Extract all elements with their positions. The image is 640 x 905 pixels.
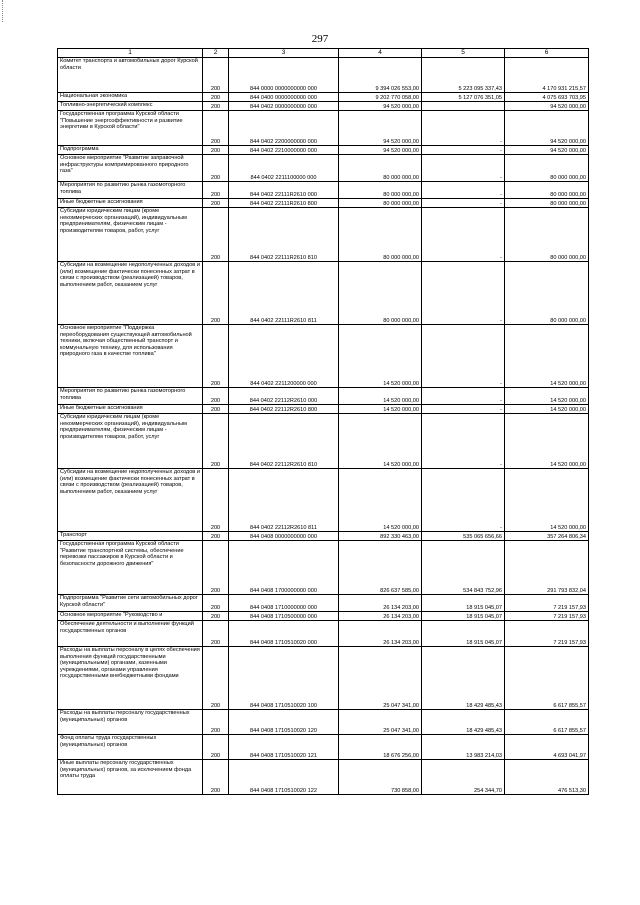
row-approved-amount-cell: 25 047 341,00 xyxy=(339,647,422,710)
row-approved-amount-cell: 25 047 341,00 xyxy=(339,710,422,735)
table-row xyxy=(58,612,589,621)
row-unexecuted-amount-cell: 4 075 693 703,95 xyxy=(505,93,589,102)
row-line-code-cell: 200 xyxy=(203,532,229,541)
row-classification-code-cell: 844 0408 1710510020 122 xyxy=(229,760,339,795)
row-unexecuted-amount-cell: 94 520 000,00 xyxy=(505,111,589,146)
row-classification-code-cell: 844 0402 22112R2610 800 xyxy=(229,405,339,414)
row-classification-code-cell: 844 0408 1710510020 000 xyxy=(229,621,339,647)
row-line-code-cell: 200 xyxy=(203,111,229,146)
table-row xyxy=(58,621,589,647)
row-executed-amount-cell: - xyxy=(422,405,505,414)
row-executed-amount-cell: 18 915 045,07 xyxy=(422,621,505,647)
row-executed-amount-cell: 13 983 214,03 xyxy=(422,735,505,760)
row-approved-amount-cell: 94 520 000,00 xyxy=(339,146,422,155)
row-executed-amount-cell xyxy=(422,102,505,111)
column-header-2: 2 xyxy=(203,49,229,58)
row-executed-amount-cell: - xyxy=(422,325,505,388)
row-executed-amount-cell: 5 127 076 351,05 xyxy=(422,93,505,102)
row-line-code-cell: 200 xyxy=(203,612,229,621)
row-line-code-cell: 200 xyxy=(203,182,229,199)
table-header-row xyxy=(58,49,589,58)
row-unexecuted-amount-cell: 14 520 000,00 xyxy=(505,325,589,388)
row-name-cell: Субсидии на возмещение недополученных доходов и (или) возмещение фактически понесенных затрат в связи с производством (реализацией) товаров, выполнением работ, оказанием услуг xyxy=(58,262,203,325)
row-approved-amount-cell: 892 330 463,00 xyxy=(339,532,422,541)
row-approved-amount-cell: 826 637 585,00 xyxy=(339,541,422,595)
page-number: 297 xyxy=(311,33,329,45)
row-approved-amount-cell: 9 202 770 058,00 xyxy=(339,93,422,102)
row-executed-amount-cell: 18 429 485,43 xyxy=(422,710,505,735)
row-line-code-cell: 200 xyxy=(203,325,229,388)
row-classification-code-cell: 844 0402 2210000000 000 xyxy=(229,146,339,155)
row-approved-amount-cell: 14 520 000,00 xyxy=(339,388,422,405)
row-approved-amount-cell: 80 000 000,00 xyxy=(339,208,422,262)
row-executed-amount-cell: - xyxy=(422,182,505,199)
row-line-code-cell: 200 xyxy=(203,760,229,795)
table-row xyxy=(58,102,589,111)
table-row xyxy=(58,58,589,93)
row-line-code-cell: 200 xyxy=(203,405,229,414)
row-classification-code-cell: 844 0408 1710500000 000 xyxy=(229,612,339,621)
row-name-cell: Иные бюджетные ассигнования xyxy=(58,405,203,414)
row-unexecuted-amount-cell: 7 219 157,93 xyxy=(505,621,589,647)
row-executed-amount-cell: - xyxy=(422,469,505,532)
row-approved-amount-cell: 18 676 256,00 xyxy=(339,735,422,760)
row-line-code-cell: 200 xyxy=(203,262,229,325)
row-classification-code-cell: 844 0400 0000000000 000 xyxy=(229,93,339,102)
row-executed-amount-cell: - xyxy=(422,414,505,469)
table-row xyxy=(58,532,589,541)
row-classification-code-cell: 844 0408 1710510020 121 xyxy=(229,735,339,760)
row-approved-amount-cell: 14 520 000,00 xyxy=(339,414,422,469)
table-row xyxy=(58,595,589,612)
table-row xyxy=(58,208,589,262)
margin-mark xyxy=(2,0,5,22)
row-name-cell: Подпрограмма xyxy=(58,146,203,155)
row-classification-code-cell: 844 0402 22112R2610 811 xyxy=(229,469,339,532)
row-unexecuted-amount-cell: 94 520 000,00 xyxy=(505,146,589,155)
row-approved-amount-cell: 94 520 000,00 xyxy=(339,111,422,146)
table-row xyxy=(58,710,589,735)
row-approved-amount-cell: 80 000 000,00 xyxy=(339,155,422,182)
row-name-cell: Фонд оплаты труда государственных (муниципальных) органов xyxy=(58,735,203,760)
row-classification-code-cell: 844 0402 22111R2610 800 xyxy=(229,199,339,208)
row-executed-amount-cell: - xyxy=(422,208,505,262)
row-name-cell: Субсидии на возмещение недополученных доходов и (или) возмещение фактически понесенных затрат в связи с производством (реализацией) товаров, выполнением работ, оказанием услуг xyxy=(58,469,203,532)
row-classification-code-cell: 844 0402 22111R2610 810 xyxy=(229,208,339,262)
row-classification-code-cell: 844 0402 22112R2610 810 xyxy=(229,414,339,469)
row-approved-amount-cell: 730 858,00 xyxy=(339,760,422,795)
row-name-cell: Комитет транспорта и автомобильных дорог Курской области xyxy=(58,58,203,93)
row-unexecuted-amount-cell: 4 693 041,97 xyxy=(505,735,589,760)
row-name-cell: Иные выплаты персоналу государственных (муниципальных) органов, за исключением фонда оплаты труда xyxy=(58,760,203,795)
column-header-4: 4 xyxy=(339,49,422,58)
row-unexecuted-amount-cell: 14 520 000,00 xyxy=(505,469,589,532)
row-classification-code-cell: 844 0408 1700000000 000 xyxy=(229,541,339,595)
table-row xyxy=(58,388,589,405)
row-executed-amount-cell: - xyxy=(422,146,505,155)
row-classification-code-cell: 844 0408 1710510020 120 xyxy=(229,710,339,735)
table-row xyxy=(58,111,589,146)
row-executed-amount-cell: - xyxy=(422,111,505,146)
row-approved-amount-cell: 94 520 000,00 xyxy=(339,102,422,111)
table-row xyxy=(58,199,589,208)
row-executed-amount-cell: - xyxy=(422,262,505,325)
row-line-code-cell: 200 xyxy=(203,102,229,111)
row-name-cell: Основное мероприятие "Развитие заправочной инфраструктуры компримированного природного газа" xyxy=(58,155,203,182)
row-classification-code-cell: 844 0000 0000000000 000 xyxy=(229,58,339,93)
row-name-cell: Мероприятия по развитию рынка газомоторного топлива xyxy=(58,182,203,199)
row-name-cell: Подпрограмма "Развитие сети автомобильных дорог Курской области" xyxy=(58,595,203,612)
row-classification-code-cell: 844 0408 1710000000 000 xyxy=(229,595,339,612)
row-classification-code-cell: 844 0402 22111R2610 000 xyxy=(229,182,339,199)
row-unexecuted-amount-cell: 7 219 157,93 xyxy=(505,595,589,612)
row-executed-amount-cell: 5 223 095 337,43 xyxy=(422,58,505,93)
row-line-code-cell: 200 xyxy=(203,595,229,612)
row-approved-amount-cell: 80 000 000,00 xyxy=(339,199,422,208)
row-name-cell: Транспорт xyxy=(58,532,203,541)
row-line-code-cell: 200 xyxy=(203,58,229,93)
table-row xyxy=(58,760,589,795)
row-line-code-cell: 200 xyxy=(203,710,229,735)
row-unexecuted-amount-cell: 476 513,30 xyxy=(505,760,589,795)
row-name-cell: Топливно-энергетический комплекс xyxy=(58,102,203,111)
row-unexecuted-amount-cell: 14 520 000,00 xyxy=(505,388,589,405)
table-row xyxy=(58,93,589,102)
table-row xyxy=(58,541,589,595)
row-executed-amount-cell: 534 843 752,96 xyxy=(422,541,505,595)
row-executed-amount-cell: - xyxy=(422,199,505,208)
row-classification-code-cell: 844 0402 2200000000 000 xyxy=(229,111,339,146)
row-approved-amount-cell: 26 134 203,00 xyxy=(339,595,422,612)
row-name-cell: Государственная программа Курской области "Повышение энергоэффективности и развитие энергетики в Курской области" xyxy=(58,111,203,146)
row-approved-amount-cell: 26 134 203,00 xyxy=(339,612,422,621)
row-classification-code-cell: 844 0402 22112R2610 000 xyxy=(229,388,339,405)
table-row xyxy=(58,155,589,182)
row-line-code-cell: 200 xyxy=(203,541,229,595)
row-name-cell: Основное мероприятие "Поддержка переоборудования существующей автомобильной техники, включая общественный транспорт и коммунальную технику, для использования природного газа в качестве топлива" xyxy=(58,325,203,388)
table-row xyxy=(58,469,589,532)
row-name-cell: Субсидии юридическим лицам (кроме некоммерческих организаций), индивидуальным предпринимателям, физическим лицам - производителям товаров, работ, услуг xyxy=(58,208,203,262)
row-unexecuted-amount-cell: 357 264 806,34 xyxy=(505,532,589,541)
row-line-code-cell: 200 xyxy=(203,414,229,469)
row-classification-code-cell: 844 0402 2211100000 000 xyxy=(229,155,339,182)
table-body xyxy=(58,58,589,795)
table-row xyxy=(58,325,589,388)
row-name-cell: Национальная экономика xyxy=(58,93,203,102)
table-row xyxy=(58,735,589,760)
column-header-3: 3 xyxy=(229,49,339,58)
row-executed-amount-cell: - xyxy=(422,388,505,405)
row-line-code-cell: 200 xyxy=(203,735,229,760)
table-row xyxy=(58,405,589,414)
row-name-cell: Мероприятия по развитию рынка газомоторного топлива xyxy=(58,388,203,405)
row-classification-code-cell: 844 0402 22111R2610 811 xyxy=(229,262,339,325)
row-line-code-cell: 200 xyxy=(203,469,229,532)
row-name-cell: Государственная программа Курской области "Развитие транспортной системы, обеспечение перевозки пассажиров в Курской области и безопасности дорожного движения" xyxy=(58,541,203,595)
row-line-code-cell: 200 xyxy=(203,208,229,262)
column-header-1: 1 xyxy=(58,49,203,58)
row-name-cell: Обеспечение деятельности и выполнение функций государственных органов xyxy=(58,621,203,647)
row-executed-amount-cell: - xyxy=(422,155,505,182)
row-unexecuted-amount-cell: 291 793 832,04 xyxy=(505,541,589,595)
row-executed-amount-cell: 535 065 656,66 xyxy=(422,532,505,541)
column-header-5: 5 xyxy=(422,49,505,58)
row-approved-amount-cell: 26 134 203,00 xyxy=(339,621,422,647)
row-unexecuted-amount-cell: 14 520 000,00 xyxy=(505,414,589,469)
row-unexecuted-amount-cell: 6 617 855,57 xyxy=(505,710,589,735)
row-executed-amount-cell: 18 915 045,07 xyxy=(422,612,505,621)
row-line-code-cell: 200 xyxy=(203,388,229,405)
row-classification-code-cell: 844 0408 1710510020 100 xyxy=(229,647,339,710)
row-line-code-cell: 200 xyxy=(203,647,229,710)
table-row xyxy=(58,647,589,710)
budget-table xyxy=(57,48,589,795)
row-executed-amount-cell: 18 429 485,43 xyxy=(422,647,505,710)
row-approved-amount-cell: 14 520 000,00 xyxy=(339,405,422,414)
row-classification-code-cell: 844 0408 0000000000 000 xyxy=(229,532,339,541)
table-row xyxy=(58,262,589,325)
row-unexecuted-amount-cell: 80 000 000,00 xyxy=(505,199,589,208)
row-approved-amount-cell: 80 000 000,00 xyxy=(339,182,422,199)
row-approved-amount-cell: 9 394 026 553,00 xyxy=(339,58,422,93)
row-unexecuted-amount-cell: 4 170 931 215,57 xyxy=(505,58,589,93)
row-unexecuted-amount-cell: 80 000 000,00 xyxy=(505,182,589,199)
row-unexecuted-amount-cell: 94 520 000,00 xyxy=(505,102,589,111)
row-unexecuted-amount-cell: 80 000 000,00 xyxy=(505,208,589,262)
row-executed-amount-cell: 254 344,70 xyxy=(422,760,505,795)
column-header-6: 6 xyxy=(505,49,589,58)
row-classification-code-cell: 844 0402 2211200000 000 xyxy=(229,325,339,388)
row-unexecuted-amount-cell: 14 520 000,00 xyxy=(505,405,589,414)
row-unexecuted-amount-cell: 7 219 157,93 xyxy=(505,612,589,621)
row-approved-amount-cell: 14 520 000,00 xyxy=(339,325,422,388)
table-row xyxy=(58,414,589,469)
row-classification-code-cell: 844 0402 0000000000 000 xyxy=(229,102,339,111)
row-approved-amount-cell: 14 520 000,00 xyxy=(339,469,422,532)
row-unexecuted-amount-cell: 80 000 000,00 xyxy=(505,155,589,182)
row-unexecuted-amount-cell: 6 617 855,57 xyxy=(505,647,589,710)
row-name-cell: Расходы на выплаты персоналу в целях обеспечения выполнения функций государственными (муниципальными) органами, казенными учреждениями, органами управления государственными внебюджетными фондами xyxy=(58,647,203,710)
row-line-code-cell: 200 xyxy=(203,93,229,102)
row-approved-amount-cell: 80 000 000,00 xyxy=(339,262,422,325)
row-unexecuted-amount-cell: 80 000 000,00 xyxy=(505,262,589,325)
table-row xyxy=(58,182,589,199)
row-name-cell: Иные бюджетные ассигнования xyxy=(58,199,203,208)
row-line-code-cell: 200 xyxy=(203,199,229,208)
row-line-code-cell: 200 xyxy=(203,155,229,182)
row-line-code-cell: 200 xyxy=(203,146,229,155)
table-row xyxy=(58,146,589,155)
row-name-cell: Основное мероприятие "Руководство и xyxy=(58,612,203,621)
row-name-cell: Расходы на выплаты персоналу государственных (муниципальных) органов xyxy=(58,710,203,735)
row-line-code-cell: 200 xyxy=(203,621,229,647)
row-executed-amount-cell: 18 915 045,07 xyxy=(422,595,505,612)
row-name-cell: Субсидии юридическим лицам (кроме некоммерческих организаций), индивидуальным предпринимателям, физическим лицам - производителям товаров, работ, услуг xyxy=(58,414,203,469)
